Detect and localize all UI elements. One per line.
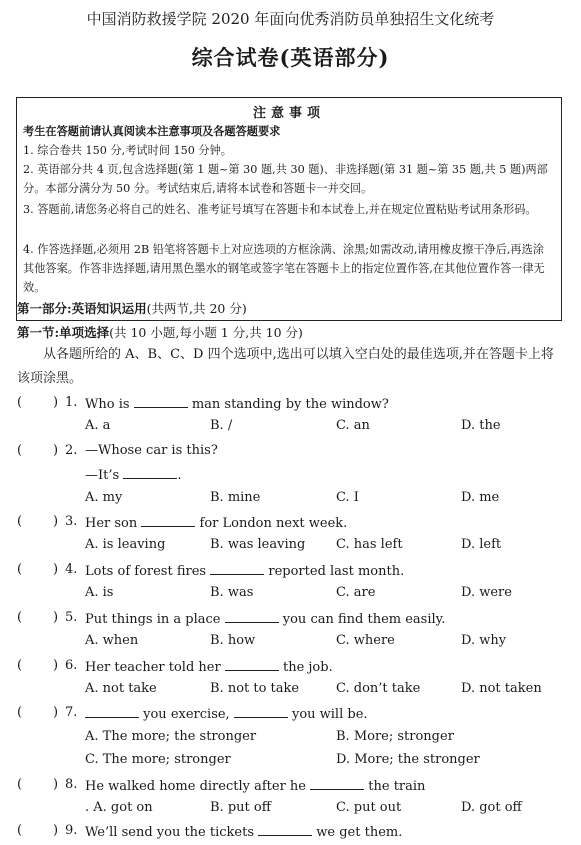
notice-item-4: 4. 作答选择题,必须用 2B 铅笔将答题卡上对应选项的方框涂满、涂黑;如需改动,请用橡皮擦干净后,再选涂其他答案。作答非选择题,请用黑色墨水的钢笔或签字笔在答题卡上的指定位置作答,在其他位置作答一律无效。: [23, 243, 545, 294]
answer-blank: [134, 395, 188, 408]
option-a: A. is leaving: [85, 537, 166, 552]
option-c: C. an: [336, 418, 370, 433]
answer-paren-close: ): [53, 610, 59, 625]
question-number: 3.: [65, 514, 78, 529]
answer-paren-open: (: [17, 658, 23, 673]
option-c: C. where: [336, 633, 395, 648]
option-c: C. The more; stronger: [85, 752, 231, 767]
option-a: A. not take: [85, 681, 157, 696]
question-number: 5.: [65, 610, 78, 625]
exam-header-line1: 中国消防救援学院 2020 年面向优秀消防员单独招生文化统考: [86, 10, 495, 28]
question-4: [17, 562, 565, 584]
part1-heading: [17, 299, 247, 317]
part1-label: 第一部分:英语知识运用: [17, 301, 147, 316]
question-6: [17, 658, 565, 680]
answer-paren-close: ): [53, 658, 59, 673]
question-stem: Her son for London next week.: [85, 516, 348, 531]
question-stem: you exercise, you will be.: [85, 705, 368, 722]
option-b: B. was leaving: [210, 537, 306, 552]
answer-blank: [310, 777, 364, 790]
option-b: B. More; stronger: [336, 729, 454, 744]
answer-paren-open: (: [17, 562, 23, 577]
question-3: [17, 514, 565, 536]
question-7: [17, 705, 565, 727]
option-b: B. mine: [210, 490, 261, 505]
question-2-reply: —It’s .: [85, 468, 182, 483]
question-number: 9.: [65, 823, 78, 838]
question-number: 4.: [65, 562, 78, 577]
answer-paren-open: (: [17, 610, 23, 625]
answer-blank: [225, 610, 279, 623]
answer-blank: [210, 562, 264, 575]
option-b: B. /: [210, 418, 233, 433]
answer-paren-close: ): [53, 777, 59, 792]
option-c: C. has left: [336, 537, 403, 552]
answer-blank: [234, 705, 288, 718]
answer-paren-close: ): [53, 705, 59, 720]
option-d: D. why: [461, 633, 507, 648]
answer-paren-open: (: [17, 777, 23, 792]
answer-paren-open: (: [17, 823, 23, 838]
instruction-text: 从各题所给的 A、B、C、D 四个选项中,选出可以填入空白处的最佳选项,并在答题卡上将该项涂黑。: [17, 347, 554, 386]
option-a: A. a: [85, 418, 111, 433]
section1-label: 第一节:单项选择: [17, 325, 110, 340]
option-c: C. put out: [336, 800, 402, 815]
part1-note: (共两节,共 20 分): [146, 301, 247, 316]
answer-paren-open: (: [17, 514, 23, 529]
question-number: 8.: [65, 777, 78, 792]
option-c: C. I: [336, 490, 359, 505]
question-stem: He walked home directly after he the train: [85, 779, 426, 794]
option-d: D. me: [461, 490, 500, 505]
question-stem: Who is man standing by the window?: [85, 397, 389, 412]
option-b: B. was: [210, 585, 254, 600]
notice-item-3: 3. 答题前,请您务必将自己的姓名、准考证号填写在答题卡和本试卷上,并在规定位置粘贴考试用条形码。: [23, 203, 537, 216]
answer-paren-open: (: [17, 395, 23, 410]
notice-title: 注意事项: [252, 106, 325, 121]
option-b: B. how: [210, 633, 256, 648]
question-stem: —Whose car is this?: [85, 443, 218, 458]
notice-box: [16, 97, 562, 321]
question-stem: Put things in a place you can find them easily.: [85, 612, 446, 627]
option-d: D. More; the stronger: [336, 752, 480, 767]
question-9: [17, 823, 565, 845]
option-d: D. were: [461, 585, 512, 600]
option-d: D. left: [461, 537, 502, 552]
answer-paren-close: ): [53, 562, 59, 577]
question-number: 2.: [65, 443, 78, 458]
option-d: D. got off: [461, 800, 522, 815]
option-d: D. the: [461, 418, 501, 433]
option-c: C. are: [336, 585, 376, 600]
answer-paren-close: ): [53, 823, 59, 838]
answer-blank: [141, 514, 195, 527]
question-2: [17, 443, 565, 465]
option-a: A. my: [85, 490, 123, 505]
option-b: B. put off: [210, 800, 271, 815]
answer-paren-open: (: [17, 705, 23, 720]
question-stem: Her teacher told her the job.: [85, 660, 333, 675]
answer-paren-open: (: [17, 443, 23, 458]
exam-title: 综合试卷(英语部分): [191, 45, 390, 70]
question-stem: We’ll send you the tickets we get them.: [85, 825, 403, 840]
question-number: 6.: [65, 658, 78, 673]
answer-paren-close: ): [53, 395, 59, 410]
question-5: [17, 610, 565, 632]
answer-blank: [258, 823, 312, 836]
option-c: C. don’t take: [336, 681, 421, 696]
option-a: . A. got on: [85, 800, 153, 815]
answer-blank: [123, 466, 177, 479]
question-number: 7.: [65, 705, 78, 720]
option-a: A. is: [85, 585, 114, 600]
option-a: A. The more; the stronger: [85, 729, 257, 744]
notice-item-1: 1. 综合卷共 150 分,考试时间 150 分钟。: [23, 144, 232, 157]
notice-item-2: 2. 英语部分共 4 页,包含选择题(第 1 题~第 30 题,共 30 题)、非选择题(第 31 题~第 35 题,共 5 题)两部分。本部分满分为 50 分。考试结束后,请将本试卷和答题卡一并交回。: [23, 163, 548, 195]
answer-blank: [225, 658, 279, 671]
question-1: [17, 395, 565, 417]
answer-paren-close: ): [53, 514, 59, 529]
option-a: A. when: [85, 633, 139, 648]
answer-paren-close: ): [53, 443, 59, 458]
option-d: D. not taken: [461, 681, 542, 696]
question-number: 1.: [65, 395, 78, 410]
answer-blank: [85, 705, 139, 718]
section1-heading: [17, 323, 303, 341]
option-b: B. not to take: [210, 681, 300, 696]
question-8: [17, 777, 565, 799]
notice-heading: 考生在答题前请认真阅读本注意事项及各题答题要求: [23, 124, 281, 138]
section1-note: (共 10 小题,每小题 1 分,共 10 分): [109, 325, 303, 340]
question-stem: Lots of forest fires reported last month.: [85, 564, 405, 579]
